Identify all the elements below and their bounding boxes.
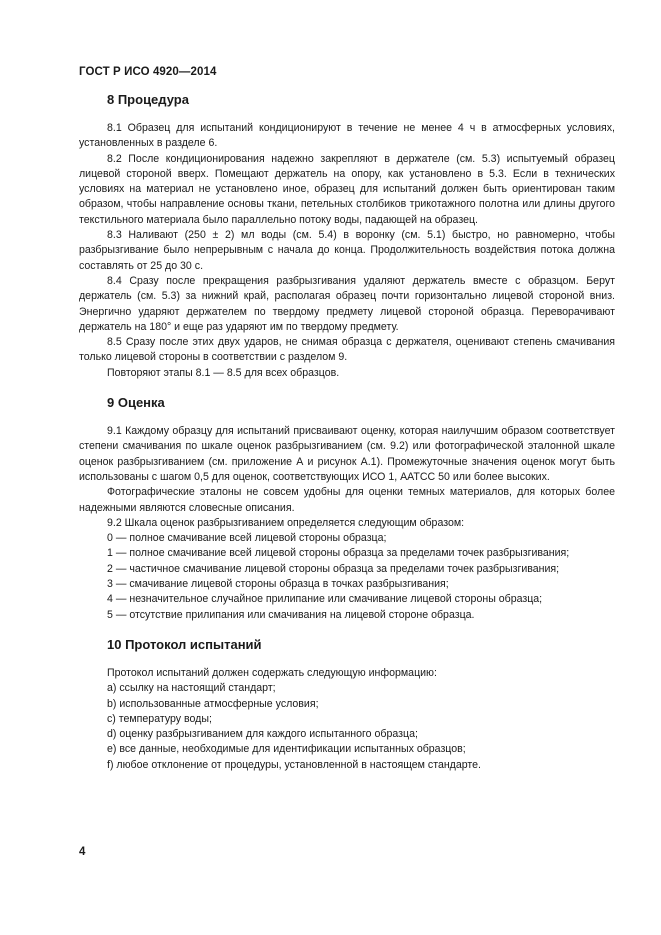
- paragraph-8-4: 8.4 Сразу после прекращения разбрызгивания удаляют держатель вместе с образцом. Берут держатель (см. 5.3) за нижний край, располагая образец почти горизонтально лицевой стороной вниз. Энергично ударяют держателем по твердому предмету лицевой стороной образца. Переворачивают держатель на 180° и еще раз ударяют им по твердому предмету.: [79, 274, 615, 333]
- paragraph-8-repeat: Повторяют этапы 8.1 — 8.5 для всех образцов.: [107, 366, 340, 379]
- document-header: ГОСТ Р ИСО 4920—2014: [79, 66, 217, 78]
- paragraph-8-1: 8.1 Образец для испытаний кондиционируют в течение не менее 4 ч в атмосферных условиях, установленных в разделе 6.: [79, 122, 615, 150]
- page-number: 4: [79, 846, 86, 858]
- paragraph-9-2: 9.2 Шкала оценок разбрызгиванием определяется следующим образом:: [107, 516, 465, 529]
- section-9-title: 9 Оценка: [107, 395, 165, 411]
- scale-item: 5 — отсутствие прилипания или смачивания на лицевой стороне образца.: [107, 608, 475, 621]
- section-10-title: 10 Протокол испытаний: [107, 636, 262, 652]
- protocol-item: b) использованные атмосферные условия;: [107, 697, 319, 710]
- scale-item: 3 — смачивание лицевой стороны образца в точках разбрызгивания;: [107, 578, 449, 591]
- protocol-item: a) ссылку на настоящий стандарт;: [107, 682, 276, 695]
- paragraph-8-2: 8.2 После кондиционирования надежно закрепляют в держателе (см. 5.3) испытуемый образец лицевой стороной вверх. Помещают держатель на опору, как установлено в 5.3. Если в технических условиях на материал не установлено иное, образец для испытаний должен быть ориентирован таким образом, чтобы направление основы ткани, петельных столбиков трикотажного полотна или длины другого текстильного материала было параллельно потоку воды, падающей на образец.: [79, 152, 615, 226]
- protocol-intro: Протокол испытаний должен содержать следующую информацию:: [107, 666, 437, 679]
- paragraph-9-1: 9.1 Каждому образцу для испытаний присваивают оценку, которая наилучшим образом соответствует степени смачивания по шкале оценок разбрызгиванием (см. 9.2) или фотографической эталонной шкале оценок разбрызгиванием (см. приложение А и рисунок А.1). Промежуточные значения оценок могут быть использованы с шагом 0,5 для оценок, соответствующих ИСО 1, AATCC 50 или более высоких.: [79, 425, 615, 483]
- section-8-title: 8 Процедура: [107, 92, 189, 107]
- paragraph-8-3: 8.3 Наливают (250 ± 2) мл воды (см. 5.4) в воронку (см. 5.1) быстро, но равномерно, чтобы разбрызгивание было непрерывным с начала до конца. Продолжительность воздействия потока должна составлять от 25 до 30 с.: [79, 229, 615, 272]
- paragraph-8-5: 8.5 Сразу после этих двух ударов, не снимая образца с держателя, оценивают степень смачивания только лицевой стороны в соответствии с разделом 9.: [79, 336, 615, 364]
- scale-item: 2 — частичное смачивание лицевой стороны образца за пределами точек разбрызгивания;: [107, 562, 560, 575]
- paragraph-9-photo: Фотографические эталоны не совсем удобны для оценки темных материалов, для которых более надежными являются словесные описания.: [79, 486, 615, 514]
- scale-item: 0 — полное смачивание всей лицевой стороны образца;: [107, 532, 387, 545]
- protocol-item: c) температуру воды;: [107, 712, 212, 725]
- protocol-item: e) все данные, необходимые для идентификации испытанных образцов;: [107, 743, 466, 756]
- scale-item: 4 — незначительное случайное прилипание или смачивание лицевой стороны образца;: [107, 593, 543, 606]
- protocol-item: f) любое отклонение от процедуры, установленной в настоящем стандарте.: [107, 758, 481, 771]
- protocol-item: d) оценку разбрызгиванием для каждого испытанного образца;: [107, 728, 418, 741]
- page-content: [79, 92, 615, 773]
- scale-item: 1 — полное смачивание всей лицевой стороны образца за пределами точек разбрызгивания;: [107, 547, 570, 560]
